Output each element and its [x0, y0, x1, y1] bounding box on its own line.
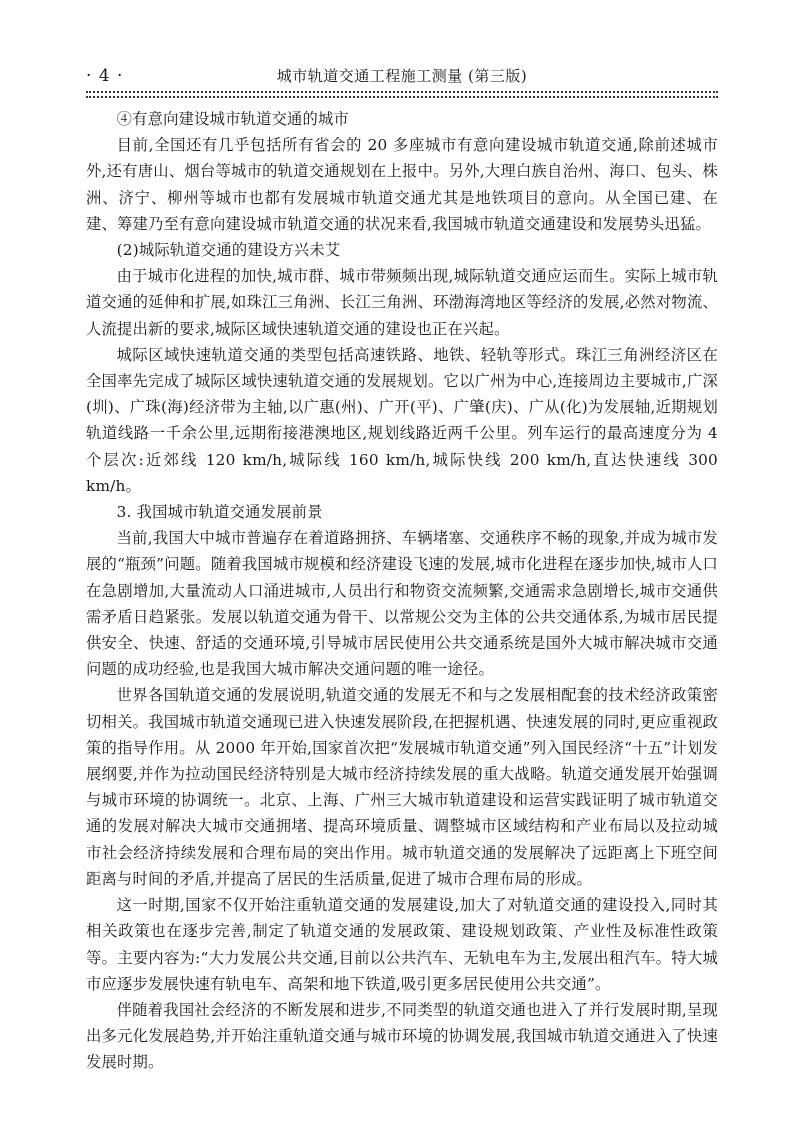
header-divider	[86, 91, 718, 93]
paragraph: 由于城市化进程的加快,城市群、城市带频频出现,城际轨道交通应运而生。实际上城市轨道交通的延伸和扩展,如珠江三角洲、长江三角洲、环渤海湾地区等经济的发展,必然对物流、人流提出新的要求,城际区域快速轨道交通的建设也正在兴起。	[86, 267, 718, 338]
page-header	[86, 66, 718, 88]
paragraph: 这一时期,国家不仅开始注重轨道交通的发展建设,加大了对轨道交通的建设投入,同时其相关政策也在逐步完善,制定了轨道交通的发展政策、建设规划政策、产业性及标准性政策等。主要内容为:“大力发展公共交通,目前以公共汽车、无轨电车为主,发展出租汽车。特大城市应逐步发展快速有轨电车、高架和地下铁道,吸引更多居民使用公共交通”。	[86, 896, 718, 993]
subsection-heading-intent-cities: ④有意向建设城市轨道交通的城市	[116, 110, 350, 128]
paragraph: 伴随着我国社会经济的不断发展和进步,不同类型的轨道交通也进入了并行发展时期,呈现出多元化发展趋势,并开始注重轨道交通与城市环境的协调发展,我国城市轨道交通进入了快速发展时期。	[86, 1000, 718, 1072]
section-heading-prospects: 3. 我国城市轨道交通发展前景	[116, 503, 323, 522]
paragraph: 城际区域快速轨道交通的类型包括高速铁路、地铁、轻轨等形式。珠江三角洲经济区在全国率先完成了城际区域快速轨道交通的发展规划。它以广州为中心,连接周边主要城市,广深(圳)、广珠(海)经济带为主轴,以广惠(州)、广开(平)、广肇(庆)、广从(化)为发展轴,近期规划轨道线路一千余公里,远期衔接港澳地区,规划线路近两千公里。列车运行的最高速度分为 4 个层次:近郊线 120 km/h,城际线 160 km/h,城际快线 200 km/h,直达快速线 300 km/h。	[86, 345, 718, 495]
paragraph: 当前,我国大中城市普遍存在着道路拥挤、车辆堵塞、交通秩序不畅的现象,并成为城市发展的“瓶颈”问题。随着我国城市规模和经济建设飞速的发展,城市化进程在逐步加快,城市人口在急剧增加,大量流动人口涌进城市,人员出行和物资交流频繁,交通需求急剧增长,城市交通供需矛盾日趋紧张。发展以轨道交通为骨干、以常规公交为主体的公共交通体系,为城市居民提供安全、快速、舒适的交通环境,引导城市居民使用公共交通系统是国外大城市解决城市交通问题的成功经验,也是我国大城市解决交通问题的唯一途径。	[86, 529, 718, 679]
subsection-heading-intercity: (2)城际轨道交通的建设方兴未艾	[116, 241, 341, 260]
page-number: · 4 ·	[86, 66, 124, 86]
header-divider-secondary	[86, 96, 718, 98]
paragraph: 世界各国轨道交通的发展说明,轨道交通的发展无不和与之发展相配套的技术经济政策密切相关。我国城市轨道交通现已进入快速发展阶段,在把握机遇、快速发展的同时,更应重视政策的指导作用。从 2000 年开始,国家首次把“发展城市轨道交通”列入国民经济“十五”计划发展纲要,并作为拉动国民经济特别是大城市经济持续发展的重大战略。轨道交通发展开始强调与城市环境的协调统一。北京、上海、广州三大城市轨道建设和运营实践证明了城市轨道交通的发展对解决大城市交通拥堵、提高环境质量、调整城市区域结构和产业布局以及拉动城市社会经济持续发展和合理布局的突出作用。城市轨道交通的发展解决了远距离上下班空间距离与时间的矛盾,并提高了居民的生活质量,促进了城市合理布局的形成。	[86, 686, 718, 888]
paragraph: 目前,全国还有几乎包括所有省会的 20 多座城市有意向建设城市轨道交通,除前述城市外,还有唐山、烟台等城市的轨道交通规划在上报中。另外,大理白族自治州、海口、包头、株洲、济宁、柳州等城市也都有发展城市轨道交通尤其是地铁项目的意向。从全国已建、在建、筹建乃至有意向建设城市轨道交通的状况来看,我国城市轨道交通建设和发展势头迅猛。	[86, 136, 718, 233]
main-content	[86, 106, 718, 1076]
running-title: 城市轨道交通工程施工测量 (第三版)	[276, 67, 528, 85]
